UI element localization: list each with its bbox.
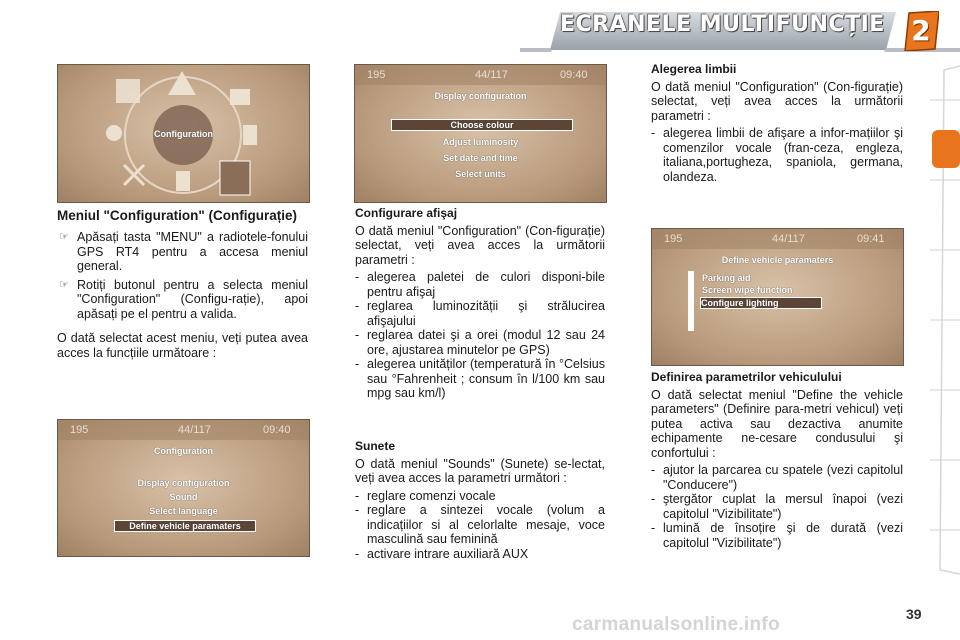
circle-menu-label: Configuration	[154, 129, 213, 139]
column-2-sounds: Sunete O dată meniul "Sounds" (Sunete) se-lectat, veți avea acces la parametri următori : - reglare comenzi vocale - reglare a sintezei vocale (volum a indicațiilor si al celorlalte mesaje, voce masculină sau feminină - activare intrare auxiliară AUX	[355, 439, 605, 561]
scroll-indicator	[688, 271, 694, 331]
list-item: - lumină de însoțire şi de durată (vezi capitolul "Vizibilitate")	[651, 521, 903, 550]
list-item: ☞ Rotiți butonul pentru a selecta meniul "Configuration" (Configu-rație), apoi apăsați pe el pentru a valida.	[59, 277, 308, 321]
list-item: ☞ Apăsați tasta "MENU" a radiotele-fonului GPS RT4 pentru a accesa meniul general.	[59, 230, 308, 273]
menu-item-selected: Define vehicle paramaters	[114, 520, 256, 532]
sounds-heading: Sunete	[355, 439, 396, 453]
intro-paragraph: O dată selectat acest meniu, veți putea avea acces la funcțiile următoare :	[57, 331, 308, 360]
display-config-screenshot: 195 44/117 09:40 Display configuration Choose colour Adjust luminosity Set date and time Select units	[354, 64, 607, 203]
vehicle-heading: Definirea parametrilor vehiculului	[651, 370, 842, 384]
page-title: ECRANELE MULTIFUNCȚIE	[560, 12, 885, 37]
list-item: - alegerea unităților (temperatură în °Celsius sau °Fahrenheit ; consum în l/100 km sau mpg sau km/l)	[355, 357, 605, 400]
page-number: 39	[906, 606, 922, 622]
watermark: carmanualsonline.info	[572, 614, 780, 635]
status-bar: 195 44/117 09:41	[652, 229, 903, 249]
list-item: - alegerea limbii de afişare a infor-mațiilor şi comenzilor vocale (fran-ceza, engleza, italiana,portugheza, spaniola, germana, olandeza.	[651, 126, 903, 184]
list-item: - reglare comenzi vocale	[355, 488, 496, 503]
column-1	[57, 208, 308, 360]
vehicle-params-screenshot: 195 44/117 09:41 Define vehicle paramaters Parking aid Screen wipe function Configure lighting	[651, 228, 904, 366]
display-heading: Configurare afişaj	[355, 206, 458, 220]
chapter-number: 2	[911, 14, 931, 47]
configuration-heading: Meniul "Configuration" (Configurație)	[57, 208, 298, 223]
column-2: Configurare afişaj O dată meniul "Configuration" (Con-figurație) selectat, veți avea acces la următorii parametri : - alegerea paletei de culori disponi-bile pentru afişaj - reglarea luminozității şi strălucirea afişajului - reglarea datei şi a orei (modul 12 sau 24 ore, ajustarea minutelor pe GPS) - alegerea unităților (temperatură în °Celsius sau °Fahrenheit ; consum în l/100 km sau mpg sau km/l)	[355, 206, 605, 400]
status-bar: 195 44/117 09:40	[58, 420, 309, 440]
list-item: - reglarea datei şi a orei (modul 12 sau 24 ore, ajustarea minutelor pe GPS)	[355, 328, 605, 357]
list-item: - alegerea paletei de culori disponi-bile pentru afişaj	[355, 270, 605, 299]
list-item: - ştergător cuplat la mersul înapoi (vezi capitolul "Vizibilitate")	[651, 492, 903, 521]
chapter-side-tabs	[930, 60, 960, 580]
circle-menu-screenshot	[57, 64, 310, 203]
language-heading: Alegerea limbii	[651, 62, 737, 76]
list-item: - reglarea luminozității şi strălucirea afişajului	[355, 299, 605, 328]
column-3: Alegerea limbii O dată meniul "Configuration" (Con-figurație) selectat, veți avea acces la următorii parametri : - alegerea limbii de afişare a infor-mațiilor şi comenzilor vocale (fran-ceza, engleza, italiana,portugheza, spaniola, germana, olandeza.	[651, 62, 903, 184]
configuration-screenshot: 195 44/117 09:40 Configuration Display configuration Sound Select language Define vehicle paramaters	[57, 419, 310, 557]
list-item: - activare intrare auxiliară AUX	[355, 546, 529, 561]
menu-item-selected: Configure lighting	[700, 297, 822, 309]
list-item: - reglare a sintezei vocale (volum a indicațiilor si al celorlalte mesaje, voce masculină sau feminină	[355, 503, 605, 546]
column-3-vehicle: Definirea parametrilor vehiculului O dată selectat meniul "Define the vehicle parameters" (Definire para-metri vehicul) veți putea activa sau dezactiva anumite echipamente ne-cesare condusului şi confortului : - ajutor la parcarea cu spatele (vezi capitolul "Conducere") - ştergător cuplat la mersul înapoi (vezi capitolul "Vizibilitate") - lumină de însoțire şi de durată (vezi capitolul "Vizibilitate")	[651, 370, 903, 550]
list-item: - ajutor la parcarea cu spatele (vezi capitolul "Conducere")	[651, 463, 903, 492]
status-bar: 195 44/117 09:40	[355, 65, 606, 85]
menu-item-selected: Choose colour	[391, 119, 573, 131]
